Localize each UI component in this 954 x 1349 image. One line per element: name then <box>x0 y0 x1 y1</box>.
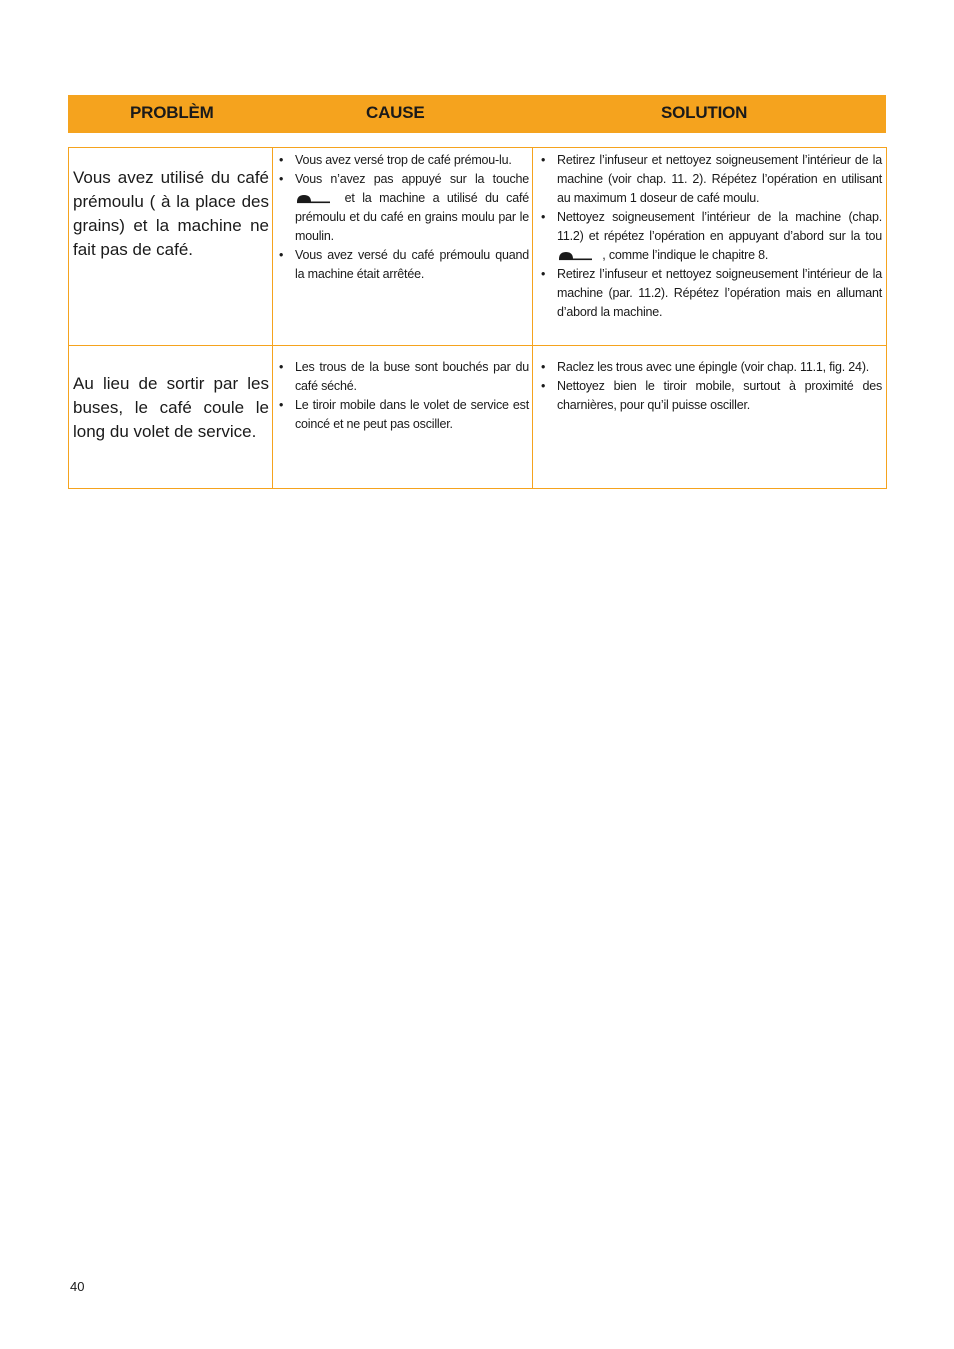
list-item <box>538 208 882 265</box>
header-problem: PROBLÈM <box>130 103 214 122</box>
list-item: • Nettoyez bien le tiroir mobile, surtout à proximité des charnières, pour qu’il puisse osciller. <box>538 377 882 415</box>
cause-list <box>276 151 529 284</box>
solution-list <box>538 358 882 415</box>
coffee-spoon-icon <box>295 193 331 205</box>
list-item-text: Nettoyez soigneusement l’intérieur de la machine (chap. 11.2) et répétez l’opération en appuyant d’abord sur la tou <box>557 210 882 243</box>
list-item: • Retirez l’infuseur et nettoyez soigneusement l’intérieur de la machine (voir chap. 11. 2). Répétez l’opération en utilisant au maximum 1 doseur de café moulu. <box>538 151 882 208</box>
list-item: • Vous avez versé du café prémoulu quand la machine était arrêtée. <box>276 246 529 284</box>
cause-list <box>276 358 529 434</box>
solution-cell <box>533 346 887 489</box>
list-item: • Les trous de la buse sont bouchés par du café séché. <box>276 358 529 396</box>
list-item: • Retirez l’infuseur et nettoyez soigneusement l’intérieur de la machine (par. 11.2). Répétez l’opération mais en allumant d’abord la machine. <box>538 265 882 322</box>
list-item <box>276 170 529 246</box>
table-header-bar <box>68 95 886 133</box>
solution-cell <box>533 148 887 346</box>
table-row <box>69 346 887 489</box>
list-item: • Le tiroir mobile dans le volet de service est coincé et ne peut pas osciller. <box>276 396 529 434</box>
cause-cell <box>273 346 533 489</box>
page-number: 40 <box>70 1279 85 1294</box>
cause-cell <box>273 148 533 346</box>
problem-cell: Au lieu de sortir par les buses, le café coule le long du volet de service. <box>69 346 273 489</box>
list-item-text: , comme l’indique le chapitre 8. <box>602 248 769 262</box>
header-solution: SOLUTION <box>661 103 748 122</box>
list-item: • Vous avez versé trop de café prémou-lu. <box>276 151 529 170</box>
solution-list <box>538 151 882 322</box>
list-item: • Raclez les trous avec une épingle (voir chap. 11.1, fig. 24). <box>538 358 882 377</box>
table-row <box>69 148 887 346</box>
header-cause: CAUSE <box>366 103 425 122</box>
problem-cell: Vous avez utilisé du café prémoulu ( à la place des grains) et la machine ne fait pas de café. <box>69 148 273 346</box>
list-item-text: et la machine a utilisé du café prémoulu et du café en grains moulu par le moulin. <box>295 191 529 243</box>
coffee-spoon-icon <box>557 250 593 262</box>
list-item-text: Vous n’avez pas appuyé sur la touche <box>295 172 529 186</box>
troubleshooting-table <box>68 147 887 489</box>
